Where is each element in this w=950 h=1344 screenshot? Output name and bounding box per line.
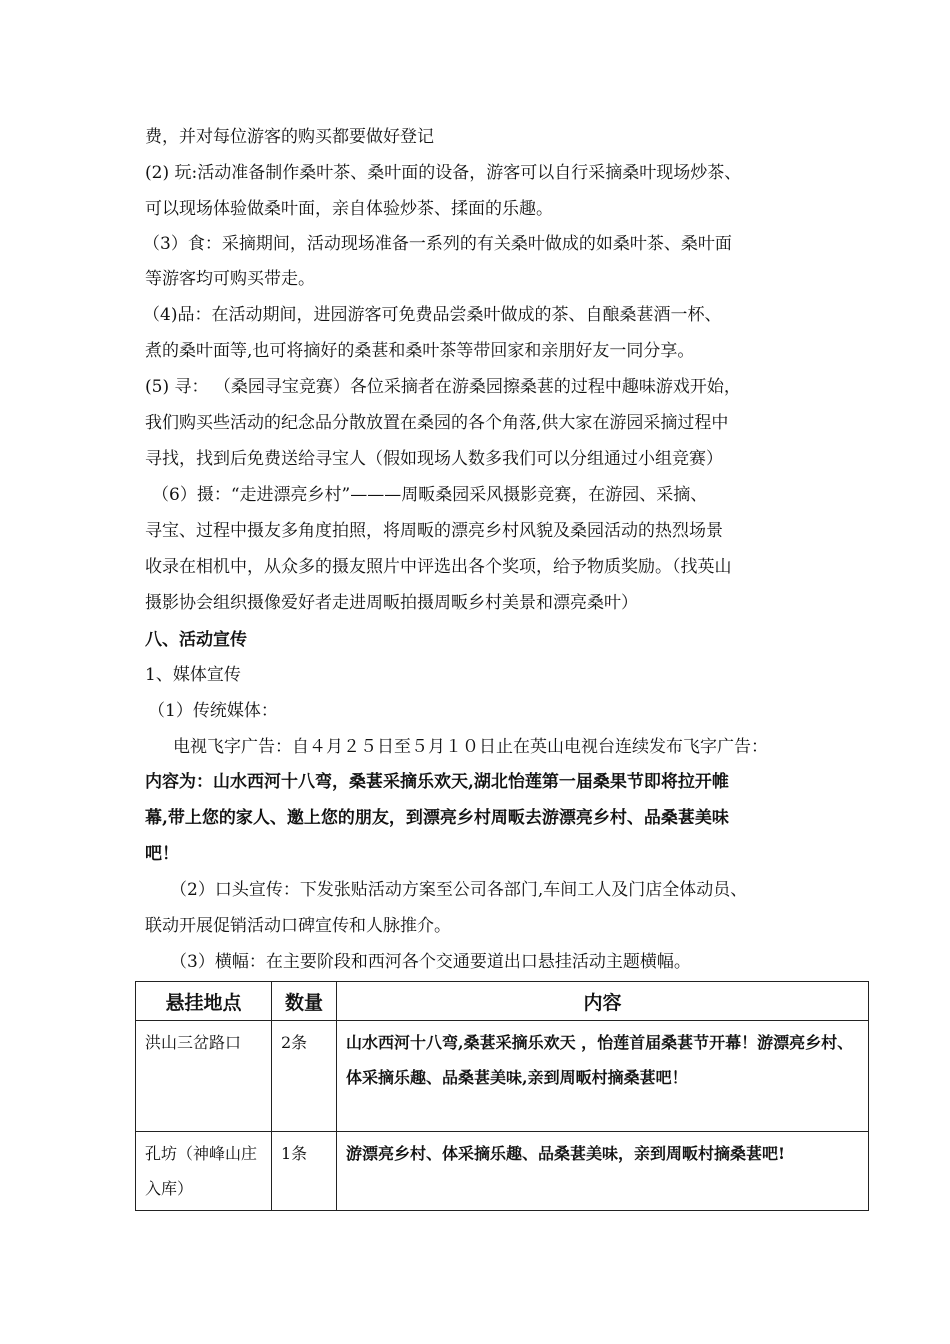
paragraph-line: （3）横幅：在主要阶段和西河各个交通要道出口悬挂活动主题横幅。 (170, 952, 691, 972)
paragraph-line: 1、媒体宣传 (145, 665, 241, 685)
cell-qty: 1条 (272, 1132, 337, 1211)
paragraph-line: 联动开展促销活动口碑宣传和人脉推介。 (145, 916, 451, 936)
paragraph-line: 电视飞字广告：自４月２５日至５月１０日止在英山电视台连续发布飞字广告： (173, 737, 768, 757)
banner-table (135, 981, 869, 1211)
column-header-qty: 数量 (272, 982, 337, 1021)
paragraph-line: 收录在相机中，从众多的摄友照片中评选出各个奖项，给予物质奖励。（找英山 (145, 557, 732, 577)
table-row (136, 1132, 869, 1211)
bold-paragraph-line: 吧！ (145, 844, 179, 864)
paragraph-line: 我们购买些活动的纪念品分散放置在桑园的各个角落,供大家在游园采摘过程中 (145, 413, 729, 433)
paragraph-line: 寻宝、过程中摄友多角度拍照，将周畈的漂亮乡村风貌及桑园活动的热烈场景 (145, 521, 723, 541)
paragraph-line: 等游客均可购买带走。 (145, 269, 315, 289)
cell-content: 山水西河十八弯,桑葚采摘乐欢天 ，怡莲首届桑葚节开幕！游漂亮乡村、体采摘乐趣、品桑葚美味,亲到周畈村摘桑葚吧！ (337, 1021, 869, 1132)
cell-content: 游漂亮乡村、体采摘乐趣、品桑葚美味，亲到周畈村摘桑葚吧! (337, 1132, 869, 1211)
column-header-place: 悬挂地点 (136, 982, 272, 1021)
section-heading: 八、活动宣传 (145, 630, 247, 650)
table-header-row (136, 982, 869, 1021)
cell-qty: 2条 (272, 1021, 337, 1132)
paragraph-line: (5) 寻： （桑园寻宝竞赛）各位采摘者在游桑园擦桑葚的过程中趣味游戏开始， (145, 377, 741, 397)
column-header-content: 内容 (337, 982, 869, 1021)
paragraph-line: (2) 玩:活动准备制作桑叶茶、桑叶面的设备，游客可以自行采摘桑叶现场炒茶、 (145, 163, 742, 183)
bold-paragraph-line: 幕,带上您的家人、邀上您的朋友，到漂亮乡村周畈去游漂亮乡村、品桑葚美味 (145, 808, 729, 828)
paragraph-line: （4)品：在活动期间，进园游客可免费品尝桑叶做成的茶、自酿桑葚酒一杯、 (143, 305, 722, 325)
paragraph-line: 费，并对每位游客的购买都要做好登记 (145, 127, 434, 147)
bold-paragraph-line: 内容为：山水西河十八弯，桑葚采摘乐欢天,湖北怡莲第一届桑果节即将拉开帷 (145, 772, 729, 792)
paragraph-line: （1）传统媒体： (148, 701, 278, 721)
cell-place: 洪山三岔路口 (136, 1021, 272, 1132)
paragraph-line: 寻找，找到后免费送给寻宝人（假如现场人数多我们可以分组通过小组竞赛） (145, 449, 723, 469)
cell-place: 孔坊（神峰山庄入库） (136, 1132, 272, 1211)
paragraph-line: （6）摄：“走进漂亮乡村”———周畈桑园采风摄影竞赛，在游园、采摘、 (152, 485, 708, 505)
paragraph-line: 可以现场体验做桑叶面，亲自体验炒茶、揉面的乐趣。 (145, 199, 553, 219)
paragraph-line: （3）食：采摘期间，活动现场准备一系列的有关桑叶做成的如桑叶茶、桑叶面 (143, 234, 732, 254)
paragraph-line: 摄影协会组织摄像爱好者走进周畈拍摄周畈乡村美景和漂亮桑叶） (145, 593, 638, 613)
table-row (136, 1021, 869, 1132)
paragraph-line: （2）口头宣传：下发张贴活动方案至公司各部门,车间工人及门店全体动员、 (170, 880, 748, 900)
paragraph-line: 煮的桑叶面等,也可将摘好的桑葚和桑叶茶等带回家和亲朋好友一同分享。 (145, 341, 695, 361)
